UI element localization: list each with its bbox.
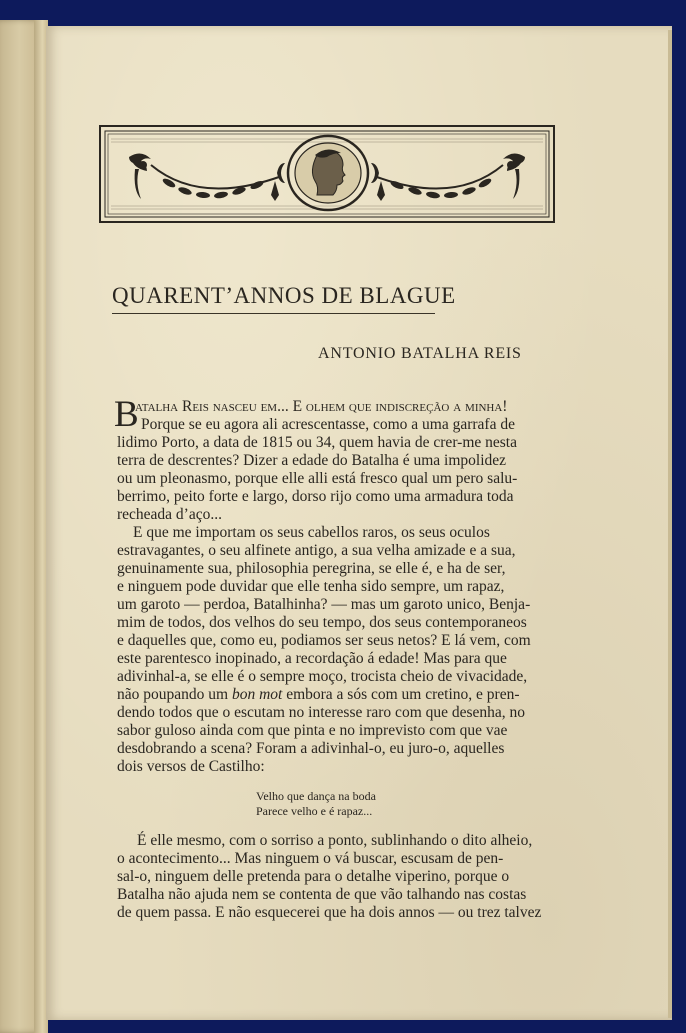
text-line: e daquelles que, como eu, podiamos ser seus netos? E lá vem, com (117, 632, 531, 649)
page-edge (668, 30, 672, 1018)
text-line: dois versos de Castilho: (117, 758, 265, 775)
verse-line: Velho que dança na boda (256, 789, 376, 803)
text-line: Porque se eu agora ali acrescentasse, como a uma garrafa de (141, 416, 515, 433)
title-underline (112, 313, 435, 314)
text-line: Batalha não ajuda nem se contenta de que vão talhando nas costas (117, 886, 527, 903)
text-line: sal-o, ninguem delle pretenda para o detalhe viperino, porque o (117, 868, 510, 885)
text-line: berrimo, peito forte e largo, dorso rijo como uma armadura toda (117, 488, 514, 505)
text-line: o acontecimento... Mas ninguem o vá buscar, escusam de pen- (117, 850, 504, 867)
text-line: recheada d’aço... (117, 506, 222, 523)
text-line: este parentesco inopinado, a recordação á edade! Mas para que (117, 650, 507, 667)
text-line: sabor guloso ainda com que pinta e no imprevisto com que vae (117, 722, 508, 739)
text-line: atalha Reis nasceu em... E olhem que indiscreção a minha! (135, 398, 508, 415)
author-name: ANTONIO BATALHA REIS (318, 345, 522, 362)
text-line: dendo todos que o escutam no interesse raro com que desenha, no (117, 704, 526, 721)
text-line: não poupando um bon mot embora a sós com um cretino, e pren- (117, 686, 520, 703)
text-line: um garoto — perdoa, Batalhinha? — mas um garoto unico, Benja- (117, 596, 531, 613)
drop-cap: B (114, 394, 139, 435)
medallion-portrait-garland-icon (99, 125, 555, 223)
text-line: terra de descrentes? Dizer a edade do Batalha é uma impolidez (117, 452, 507, 469)
text-line: lidimo Porto, a data de 1815 ou 34, quem havia de crer-me nesta (117, 434, 517, 451)
text-line: de quem passa. E não esquecerei que ha dois annos — ou trez talvez (117, 904, 542, 921)
text-line: mim de todos, dos velhos do seu tempo, dos seus contemporaneos (117, 614, 527, 631)
text-line: adivinhal-a, se elle é o sempre moço, trocista cheio de vivacidade, (117, 668, 528, 685)
text-line: desdobrando a scena? Foram a adivinhal-o, eu juro-o, aquelles (117, 740, 505, 757)
text-line: e ninguem pode duvidar que elle tenha sido sempre, um rapaz, (117, 578, 505, 595)
verse-line: Parece velho e é rapaz... (256, 804, 373, 818)
article-title: QUARENT’ANNOS DE BLAGUE (112, 283, 456, 308)
text-line: ou um pleonasmo, porque elle alli está fresco qual um pero salu- (117, 470, 518, 487)
text-line: E que me importam os seus cabellos raros, os seus oculos (133, 524, 490, 541)
text-line: genuinamente sua, philosophia peregrina, se elle é, e ha de ser, (117, 560, 506, 577)
text-line: estravagantes, o seu alfinete antigo, a sua velha amizade e a sua, (117, 542, 516, 559)
text-line: É elle mesmo, com o sorriso a ponto, sublinhando o dito alheio, (137, 832, 533, 849)
italic-phrase: bon mot (231, 686, 283, 703)
